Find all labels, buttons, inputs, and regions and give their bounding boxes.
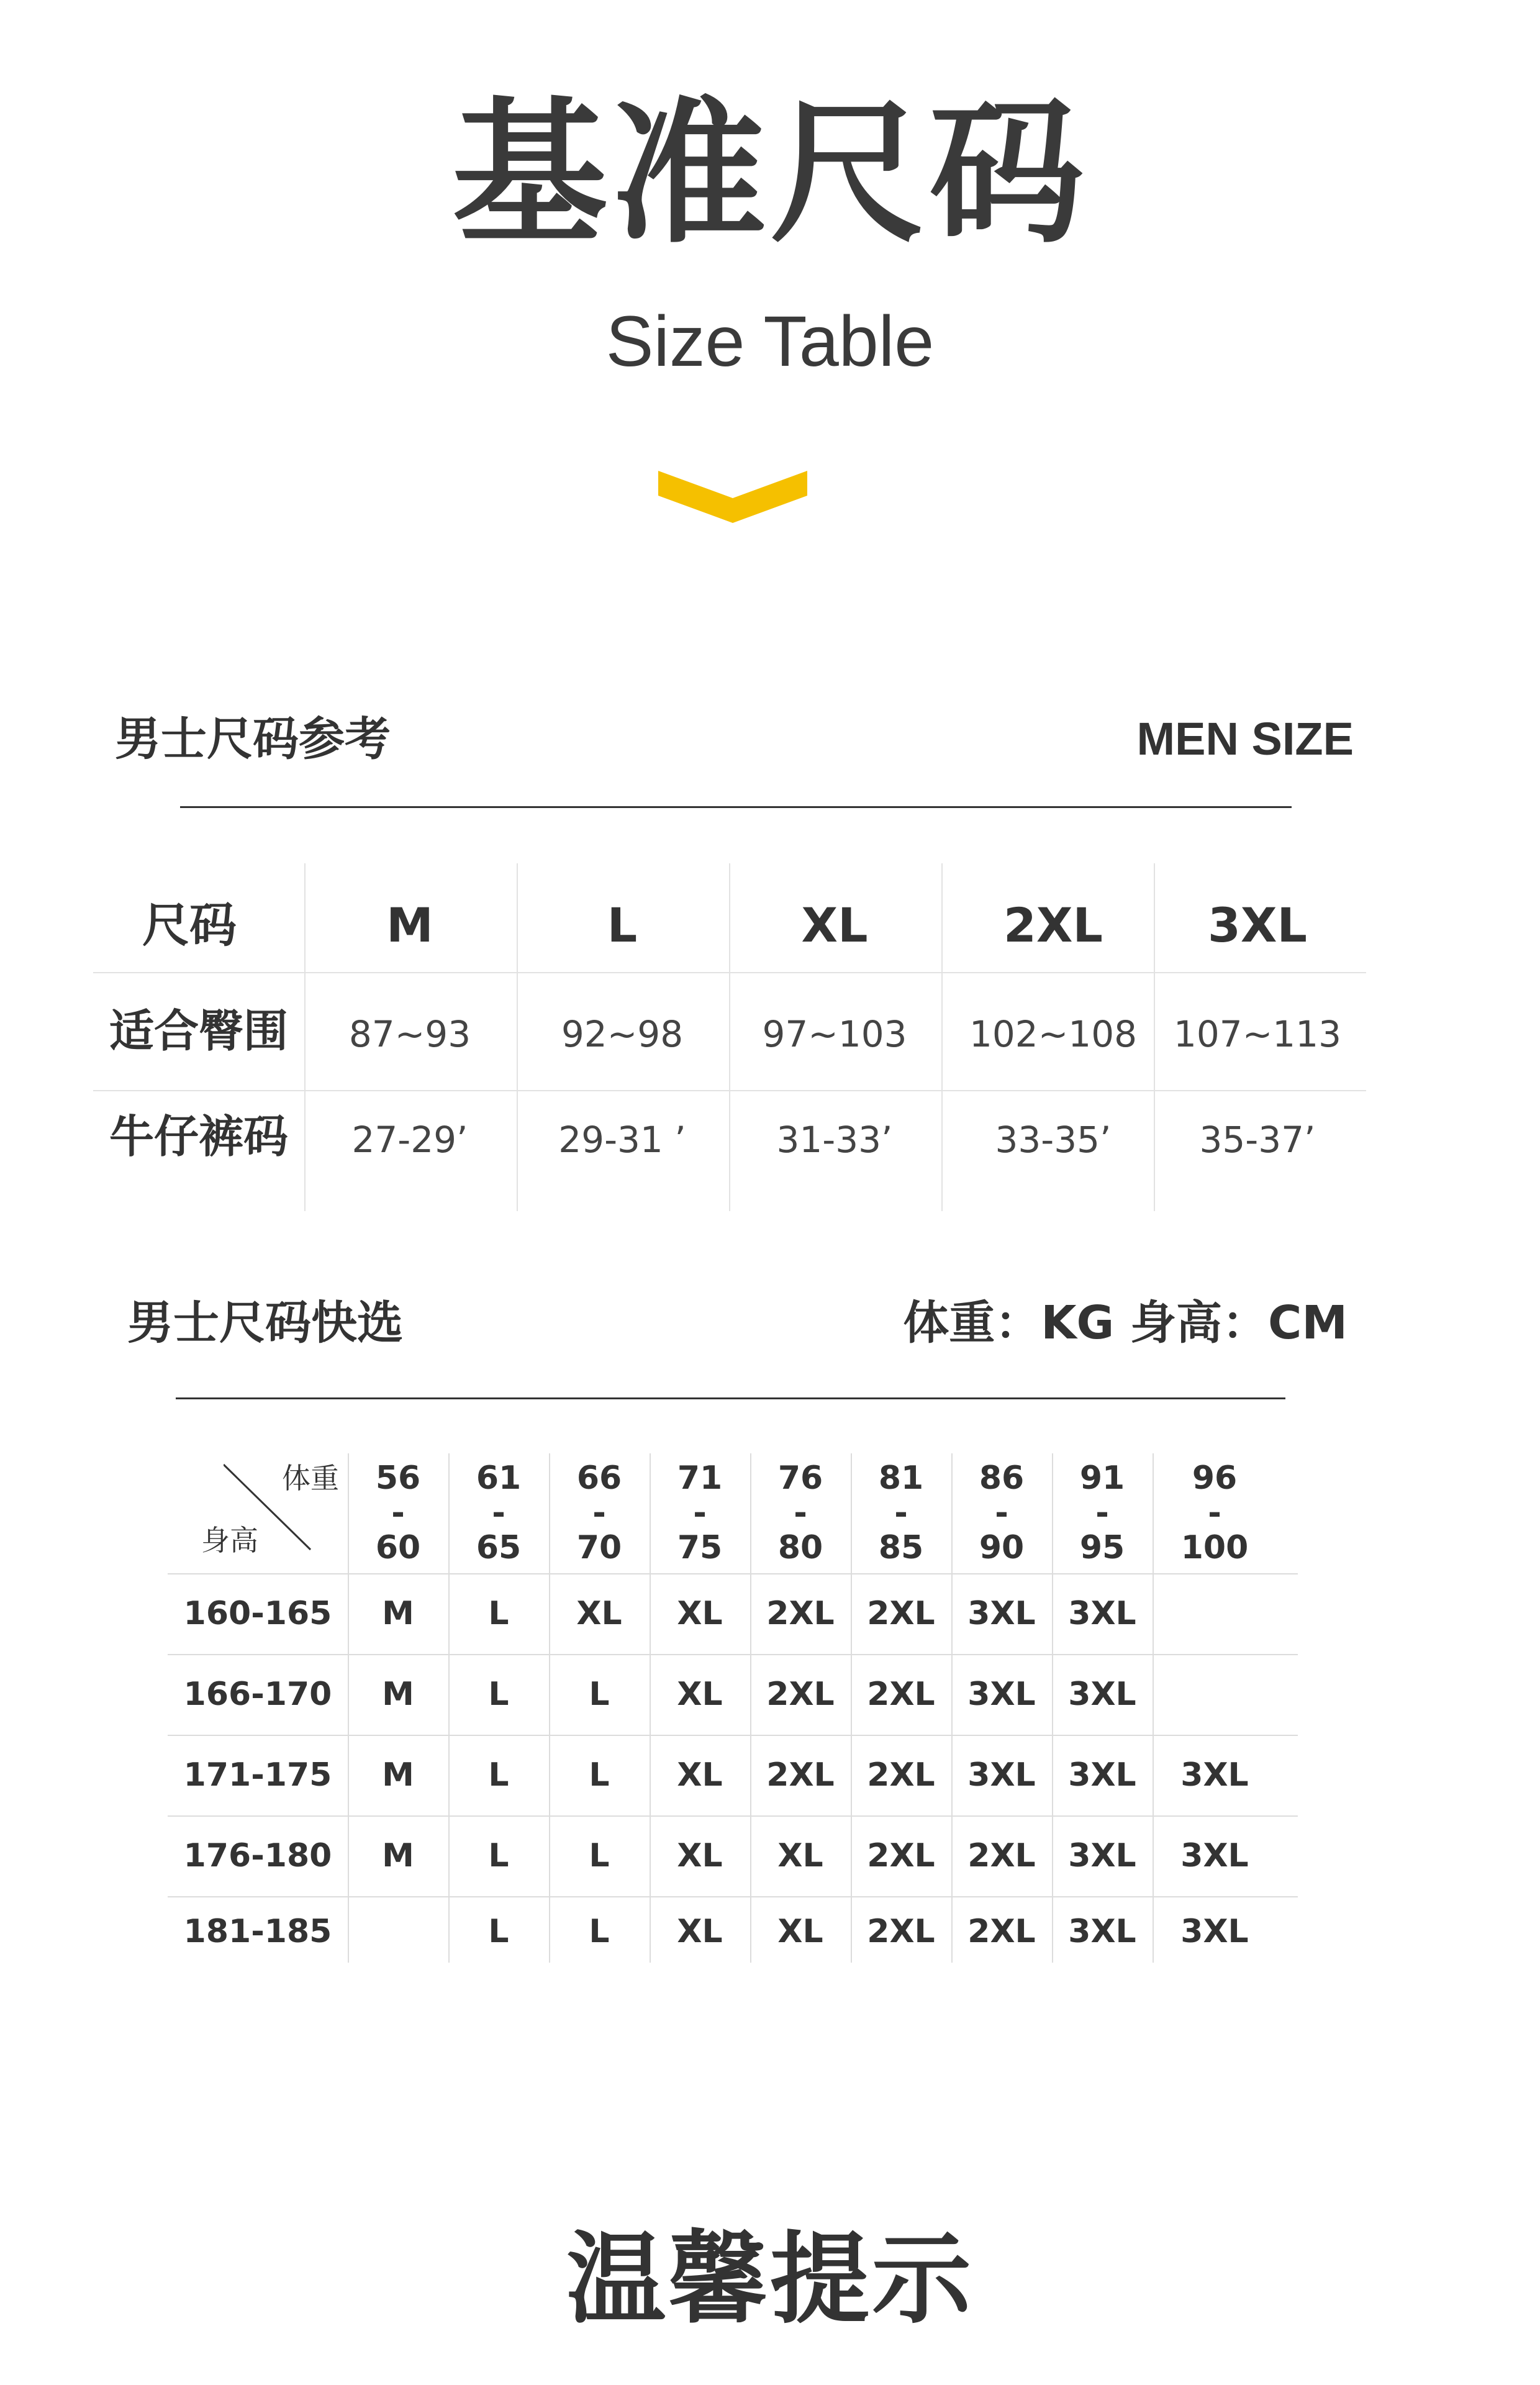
size-cell: 3XL (1068, 1676, 1136, 1713)
size-cell: 3XL (967, 1756, 1036, 1794)
weight-dash: - (794, 1494, 807, 1532)
size-header-cell: 3XL (1208, 897, 1307, 953)
weight-header (750, 1461, 851, 1565)
size-header-cell: L (607, 897, 638, 953)
weight-top: 56 (375, 1460, 421, 1497)
table-cell: 29-31 ’ (558, 1119, 686, 1161)
size-cell: 3XL (1068, 1756, 1136, 1794)
size-cell: L (488, 1756, 509, 1794)
size-header-cell: M (386, 897, 433, 953)
weight-bottom: 80 (777, 1529, 823, 1566)
size-cell: 3XL (967, 1595, 1036, 1632)
weight-top: 66 (576, 1460, 622, 1497)
size-cell: 2XL (766, 1676, 835, 1713)
size-cell: L (488, 1595, 509, 1632)
table-cell: 27-29’ (351, 1119, 468, 1161)
weight-header (448, 1461, 549, 1565)
size-reference-table (93, 863, 1366, 1211)
size-cell: L (589, 1913, 610, 1950)
size-cell: 3XL (967, 1676, 1036, 1713)
size-cell: L (589, 1756, 610, 1794)
table-cell: 97~103 (762, 1013, 907, 1055)
grid-line (168, 1896, 1298, 1897)
chevron-down-icon (658, 466, 807, 528)
weight-dash: - (592, 1494, 606, 1532)
weight-top: 96 (1192, 1460, 1238, 1497)
size-cell: XL (777, 1837, 823, 1874)
grid-line (729, 863, 730, 1211)
weight-dash: - (492, 1494, 505, 1532)
weight-top: 61 (476, 1460, 522, 1497)
grid-line (304, 863, 306, 1211)
height-label: 171-175 (183, 1756, 332, 1794)
size-cell: 3XL (1068, 1837, 1136, 1874)
grid-line (168, 1573, 1298, 1574)
weight-bottom: 60 (375, 1529, 421, 1566)
grid-line (93, 1090, 1366, 1091)
weight-bottom: 75 (677, 1529, 723, 1566)
size-cell: XL (677, 1756, 723, 1794)
weight-header (951, 1461, 1052, 1565)
section-divider (176, 1397, 1285, 1399)
size-cell: M (382, 1676, 414, 1713)
weight-header (549, 1461, 650, 1565)
size-cell: 3XL (1180, 1756, 1249, 1794)
height-label: 166-170 (183, 1676, 332, 1713)
size-header-cell: XL (801, 897, 868, 953)
table-cell: 33-35’ (995, 1119, 1112, 1161)
size-cell: 2XL (766, 1595, 835, 1632)
weight-bottom: 65 (476, 1529, 522, 1566)
size-cell: 2XL (867, 1756, 935, 1794)
size-cell: 2XL (867, 1595, 935, 1632)
size-cell: 2XL (967, 1913, 1036, 1950)
size-cell: L (589, 1837, 610, 1874)
table-cell: 102~108 (969, 1013, 1137, 1055)
size-cell: XL (576, 1595, 622, 1632)
size-cell: 2XL (867, 1913, 935, 1950)
units-label: 体重：KG 身高：CM (903, 1296, 1348, 1350)
table-cell: 31-33’ (776, 1119, 893, 1161)
weight-dash: - (391, 1494, 405, 1532)
size-cell: M (382, 1837, 414, 1874)
weight-header (1153, 1461, 1277, 1565)
row-label: 牛仔裤码 (109, 1111, 288, 1163)
size-cell: 2XL (867, 1676, 935, 1713)
size-header-label: 尺码 (142, 897, 237, 953)
grid-line (517, 863, 518, 1211)
men-size-title-en: MEN SIZE (1136, 713, 1354, 765)
weight-top: 86 (979, 1460, 1025, 1497)
grid-line (168, 1654, 1298, 1655)
grid-line (941, 863, 943, 1211)
weight-bottom: 70 (576, 1529, 622, 1566)
weight-top: 76 (777, 1460, 823, 1497)
size-cell: 2XL (766, 1756, 835, 1794)
weight-bottom: 85 (878, 1529, 924, 1566)
page-title: 基准尺码 (452, 83, 1088, 264)
tips-title: 温馨提示 (566, 2221, 974, 2337)
size-cell: XL (677, 1913, 723, 1950)
quick-pick-table (168, 1453, 1298, 1963)
grid-line (93, 972, 1366, 973)
weight-top: 91 (1079, 1460, 1125, 1497)
weight-bottom: 100 (1180, 1529, 1249, 1566)
size-cell: XL (777, 1913, 823, 1950)
table-cell: 92~98 (561, 1013, 684, 1055)
grid-line (1154, 863, 1155, 1211)
height-label: 160-165 (183, 1595, 332, 1632)
weight-header (851, 1461, 951, 1565)
size-cell: M (382, 1756, 414, 1794)
size-cell: XL (677, 1595, 723, 1632)
table-cell: 107~113 (1173, 1013, 1341, 1055)
weight-top: 81 (878, 1460, 924, 1497)
height-label: 176-180 (183, 1837, 332, 1874)
height-label: 181-185 (183, 1913, 332, 1950)
weight-header (650, 1461, 750, 1565)
weight-dash: - (995, 1494, 1008, 1532)
section-divider (180, 806, 1292, 808)
row-label: 适合臀围 (109, 1005, 288, 1057)
size-cell: L (488, 1913, 509, 1950)
size-cell: 2XL (867, 1837, 935, 1874)
corner-height-label: 身高 (201, 1524, 258, 1557)
table-cell: 87~93 (348, 1013, 471, 1055)
size-cell: L (488, 1837, 509, 1874)
weight-top: 71 (677, 1460, 723, 1497)
weight-header (348, 1461, 448, 1565)
table-cell: 35-37’ (1199, 1119, 1316, 1161)
size-cell: XL (677, 1837, 723, 1874)
corner-weight-label: 体重 (282, 1461, 339, 1495)
weight-dash: - (1095, 1494, 1109, 1532)
weight-dash: - (693, 1494, 707, 1532)
men-size-title: 男士尺码参考 (115, 712, 391, 766)
quick-pick-title: 男士尺码快选 (127, 1296, 403, 1350)
size-cell: 3XL (1180, 1837, 1249, 1874)
size-header-cell: 2XL (1003, 897, 1103, 953)
size-cell: 2XL (967, 1837, 1036, 1874)
weight-bottom: 90 (979, 1529, 1025, 1566)
page-subtitle: Size Table (605, 302, 935, 381)
weight-dash: - (1208, 1494, 1221, 1532)
size-cell: XL (677, 1676, 723, 1713)
size-cell: L (488, 1676, 509, 1713)
size-cell: 3XL (1180, 1913, 1249, 1950)
weight-bottom: 95 (1079, 1529, 1125, 1566)
size-cell: 3XL (1068, 1913, 1136, 1950)
weight-header (1052, 1461, 1153, 1565)
weight-dash: - (894, 1494, 908, 1532)
size-cell: 3XL (1068, 1595, 1136, 1632)
size-cell: L (589, 1676, 610, 1713)
grid-line (168, 1815, 1298, 1817)
size-cell: M (382, 1595, 414, 1632)
grid-line (168, 1735, 1298, 1736)
